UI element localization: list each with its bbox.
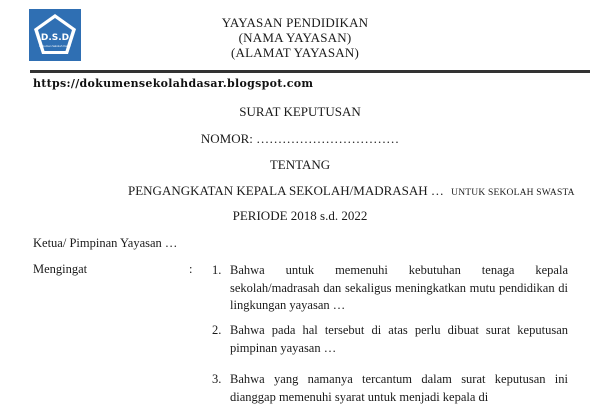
- clause-text: Bahwa pada hal tersebut di atas perlu dibuat surat keputusan pimpinan yayasan …: [230, 323, 568, 355]
- mengingat-colon: :: [189, 262, 193, 276]
- logo-subtext: Dokumen Sekolah Dasar: [39, 45, 71, 48]
- clause-text: Bahwa yang namanya tercantum dalam surat keputusan ini dianggap memenuhi syarat untuk menjadi kepala di: [230, 372, 568, 404]
- document-type: SURAT KEPUTUSAN: [239, 104, 361, 119]
- clause-text: Bahwa untuk memenuhi kebutuhan tenaga kepala sekolah/madrasah dan sekaligus meningkatkan mutu pendidikan di lingkungan yayasan …: [230, 263, 568, 312]
- header-divider: [30, 70, 590, 73]
- clause-number: 1.: [212, 263, 222, 277]
- clause-number: 3.: [212, 372, 222, 386]
- header-foundation-address: (ALAMAT YAYASAN): [230, 45, 360, 60]
- document-period: PERIODE 2018 s.d. 2022: [232, 208, 368, 223]
- clause-number: 2.: [212, 323, 222, 337]
- logo-text: D.S.D: [40, 33, 70, 43]
- document-number: NOMOR: ……………………………: [200, 131, 400, 146]
- subject-note: UNTUK SEKOLAH SWASTA: [451, 188, 575, 198]
- subject-text: PENGANGKATAN KEPALA SEKOLAH/MADRASAH …: [128, 183, 444, 198]
- header-foundation-type: YAYASAN PENDIDIKAN: [221, 15, 369, 30]
- mengingat-label: Mengingat: [33, 262, 88, 276]
- document-subject: [128, 183, 575, 199]
- pentagon-logo-icon: [29, 9, 81, 61]
- header-foundation-name: (NAMA YAYASAN): [238, 30, 352, 45]
- intro-text: Ketua/ Pimpinan Yayasan …: [33, 236, 178, 250]
- site-url-link[interactable]: https://dokumensekolahdasar.blogspot.com: [33, 77, 314, 90]
- tentang-heading: TENTANG: [269, 157, 331, 172]
- logo: [29, 9, 81, 61]
